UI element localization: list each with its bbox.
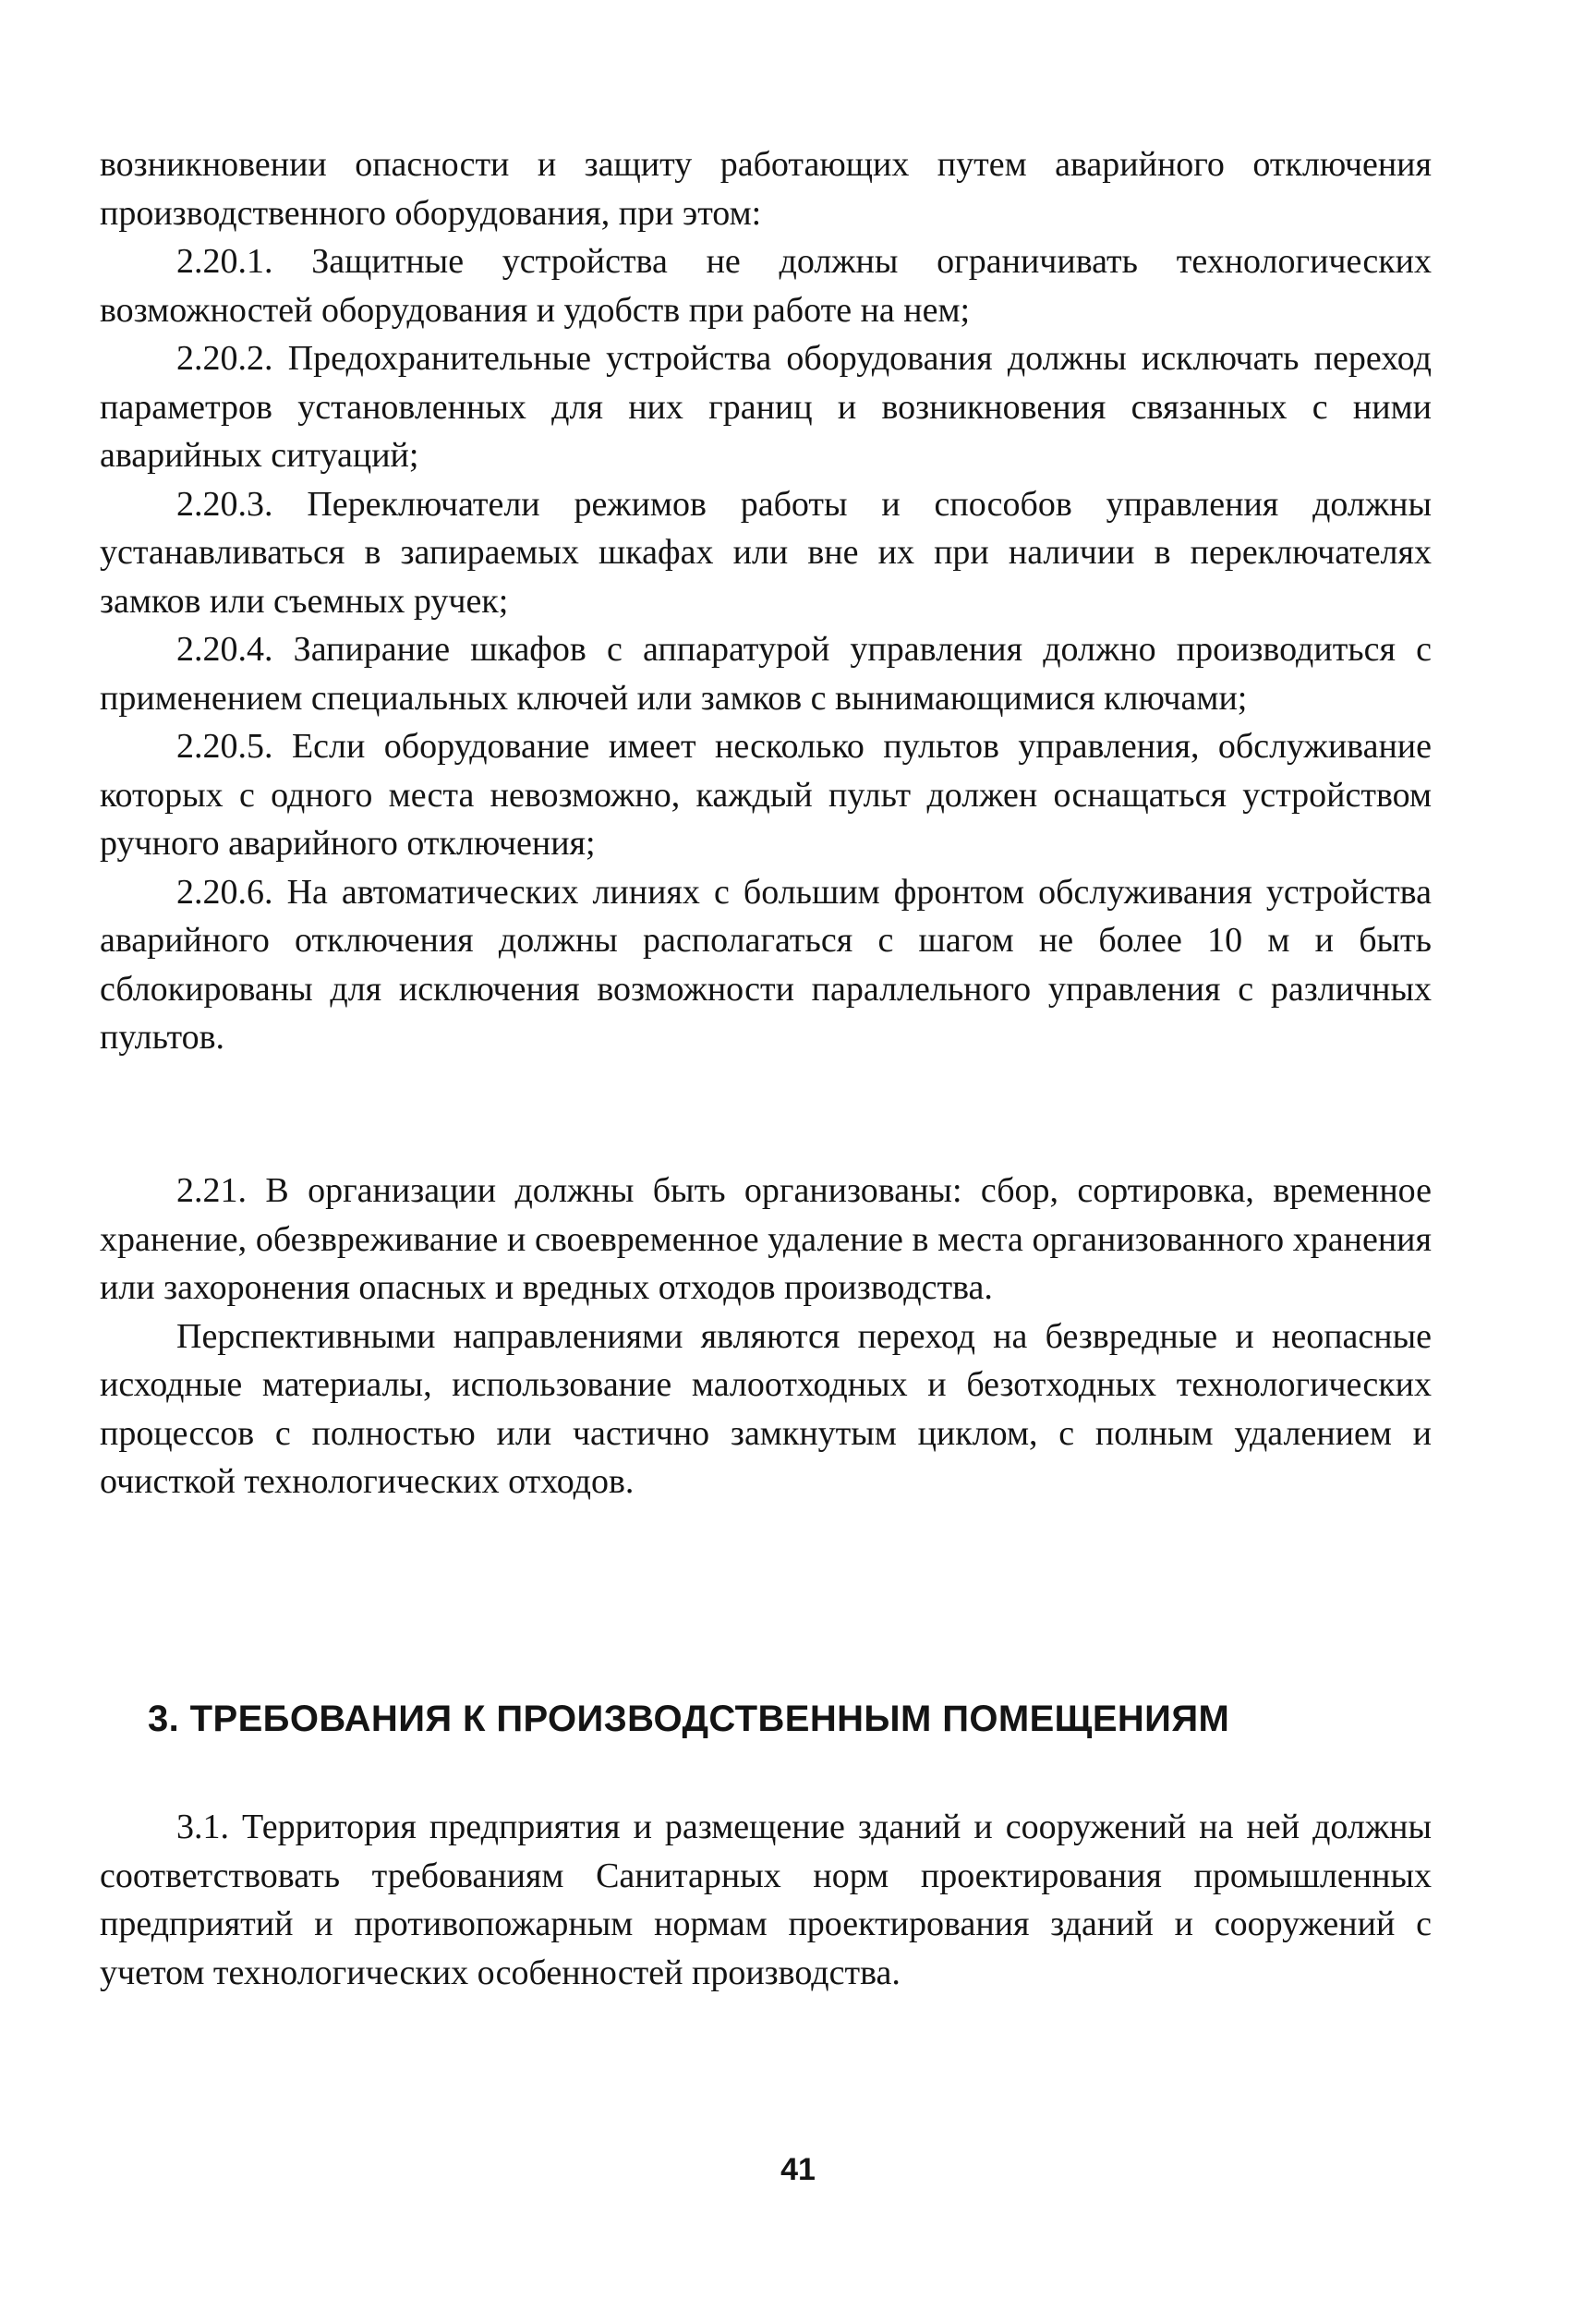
section-3-text: [100, 1803, 1432, 1997]
item-2-20-1: 2.20.1. Защитные устройства не должны ограничивать технологических возможностей оборудования и удобств при работе на нем;: [100, 242, 1432, 330]
item-2-20-4: 2.20.4. Запирание шкафов с аппаратурой управления должно производиться с применением специальных ключей или замков с вынимающимися ключами;: [100, 630, 1432, 718]
section-3-heading: 3. ТРЕБОВАНИЯ К ПРОИЗВОДСТВЕННЫМ ПОМЕЩЕНИЯМ: [148, 1699, 1230, 1739]
paragraph-perspective: Перспективными направлениями являются переход на безвредные и неопасные исходные материалы, использование малоотходных и безотходных технологических процессов с полностью или частично замкнутым циклом, с полным удалением и очисткой технологических отходов.: [100, 1316, 1432, 1501]
page-number: 41: [780, 2152, 816, 2187]
paragraph-3-1: 3.1. Территория предприятия и размещение зданий и сооружений на ней должны соответствовать требованиям Санитарных норм проектирования промышленных предприятий и противопожарным нормам проектирования зданий и сооружений с учетом технологических особенностей производства.: [100, 1808, 1432, 1992]
item-2-20-3: 2.20.3. Переключатели режимов работы и способов управления должны устанавливаться в запираемых шкафах или вне их при наличии в переключателях замков или съемных ручек;: [100, 484, 1432, 621]
section-2-20-text: [100, 140, 1432, 1062]
paragraph-2-21: 2.21. В организации должны быть организованы: сбор, сортировка, временное хранение, обезвреживание и своевременное удаление в места организованного хранения или захоронения опасных и вредных отходов производства.: [100, 1171, 1432, 1307]
section-2-21-text: [100, 1167, 1432, 1506]
item-2-20-5: 2.20.5. Если оборудование имеет несколько пультов управления, обслуживание которых с одного места невозможно, каждый пульт должен оснащаться устройством ручного аварийного отключения;: [100, 727, 1432, 863]
item-2-20-6: 2.20.6. На автоматических линиях с большим фронтом обслуживания устройства аварийного отключения должны располагаться с шагом не более 10 м и быть сблокированы для исключения возможности параллельного управления с различных пультов.: [100, 872, 1432, 1057]
intro-paragraph: возникновении опасности и защиту работающих путем аварийного отключения производственного оборудования, при этом:: [100, 145, 1432, 233]
item-2-20-2: 2.20.2. Предохранительные устройства оборудования должны исключать переход параметров установленных для них границ и возникновения связанных с ними аварийных ситуаций;: [100, 339, 1432, 475]
